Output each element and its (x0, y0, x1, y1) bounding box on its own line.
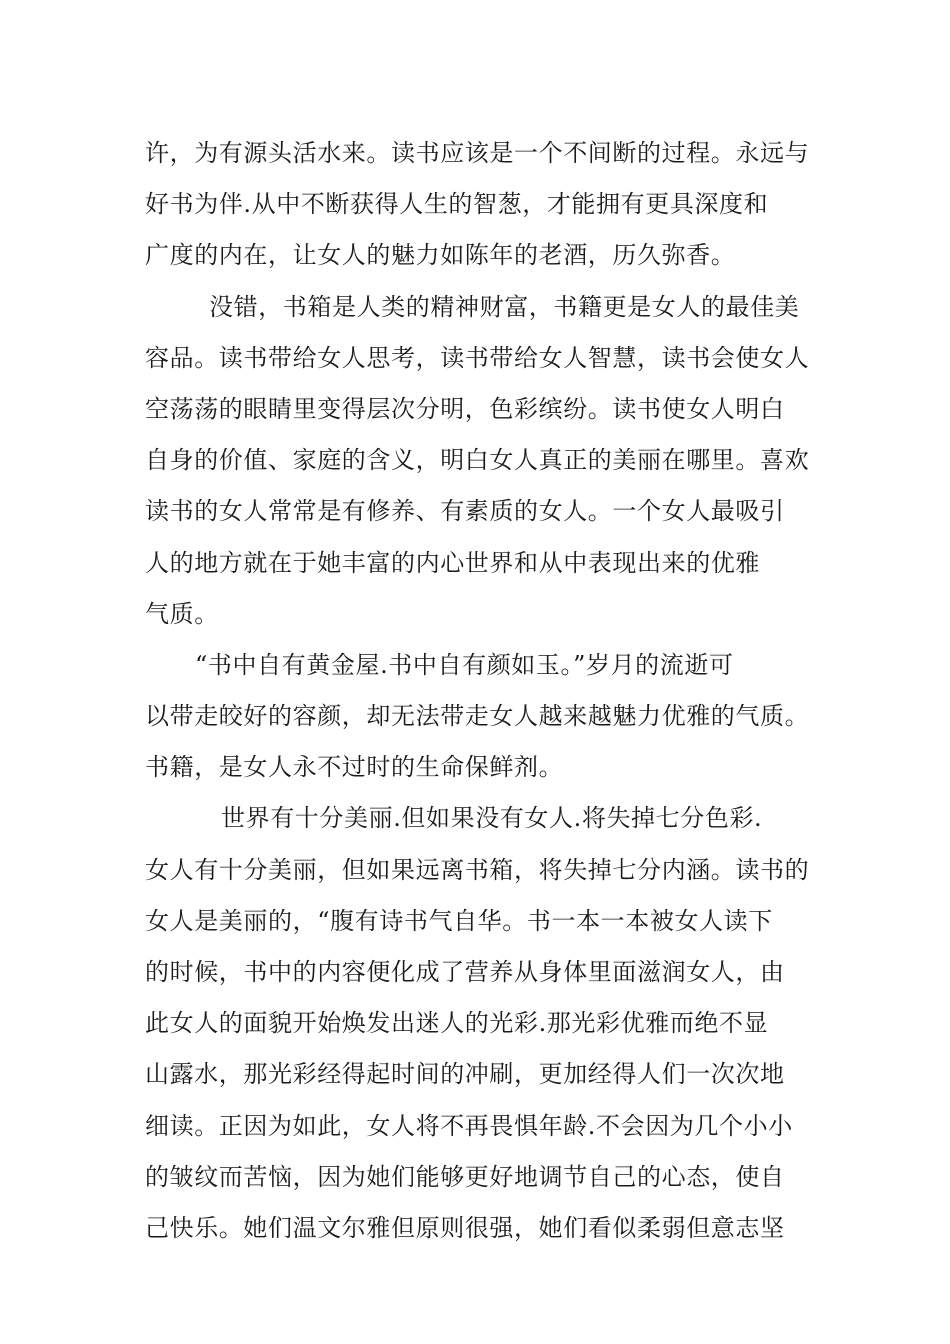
text-line: 的时候，书中的内容便化成了营养从身体里面滋润女人，由 (145, 958, 785, 986)
paragraph-start-line: “书中自有黄金屋.书中自有颜如玉。”岁月的流逝可 (195, 650, 734, 679)
paragraph-start-line: 世界有十分美丽.但如果没有女人.将失掉七分色彩. (221, 804, 763, 833)
text-line: 空荡荡的眼睛里变得层次分明，色彩缤纷。读书使女人明白 (145, 394, 785, 423)
text-line: 此女人的面貌开始焕发出迷人的光彩.那光彩优雅而绝不显 (145, 1009, 769, 1038)
text-line: 读书的女人常常是有修养、有素质的女人。一个女人最吸引 (145, 497, 785, 526)
text-line: 广度的内在，让女人的魅力如陈年的老酒，历久弥香。 (145, 241, 736, 270)
text-line: 的皱纹而苦恼，因为她们能够更好地调节自己的心态，使自 (145, 1162, 785, 1191)
document-body (145, 128, 825, 1254)
text-line: 以带走皎好的容颜，却无法带走女人越来越魅力优雅的气质。 (145, 702, 810, 731)
text-line: 女人是美丽的，“腹有诗书气自华。书一本一本被女人读下 (145, 906, 773, 935)
text-line: 许，为有源头活水来。读书应该是一个不间断的过程。永远与 (145, 139, 810, 167)
paragraph-start-line: 没错，书箱是人类的精神财富，书籍更是女人的最佳美 (209, 292, 800, 321)
text-line: 山露水，那光彩经得起时间的冲刷，更加经得人们一次次地 (145, 1060, 785, 1089)
text-line: 书籍，是女人永不过时的生命保鲜剂。 (145, 753, 564, 782)
text-line: 细读。正因为如此，女人将不再畏惧年龄.不会因为几个小小 (145, 1111, 793, 1140)
text-line: 己快乐。她们温文尔雅但原则很强，她们看似柔弱但意志坚 (145, 1213, 785, 1242)
text-line: 容品。读书带给女人思考，读书带给女人智慧，读书会使女人 (145, 343, 810, 372)
text-line: 气质。 (145, 599, 219, 628)
text-line: 女人有十分美丽，但如果远离书箱，将失掉七分内涵。读书的 (145, 855, 810, 884)
text-line: 自身的价值、家庭的含义，明白女人真正的美丽在哪里。喜欢 (145, 446, 810, 475)
text-line: 人的地方就在于她丰富的内心世界和从中表现出来的优雅 (145, 548, 760, 577)
text-line: 好书为伴.从中不断获得人生的智葱，才能拥有更具深度和 (145, 190, 769, 219)
